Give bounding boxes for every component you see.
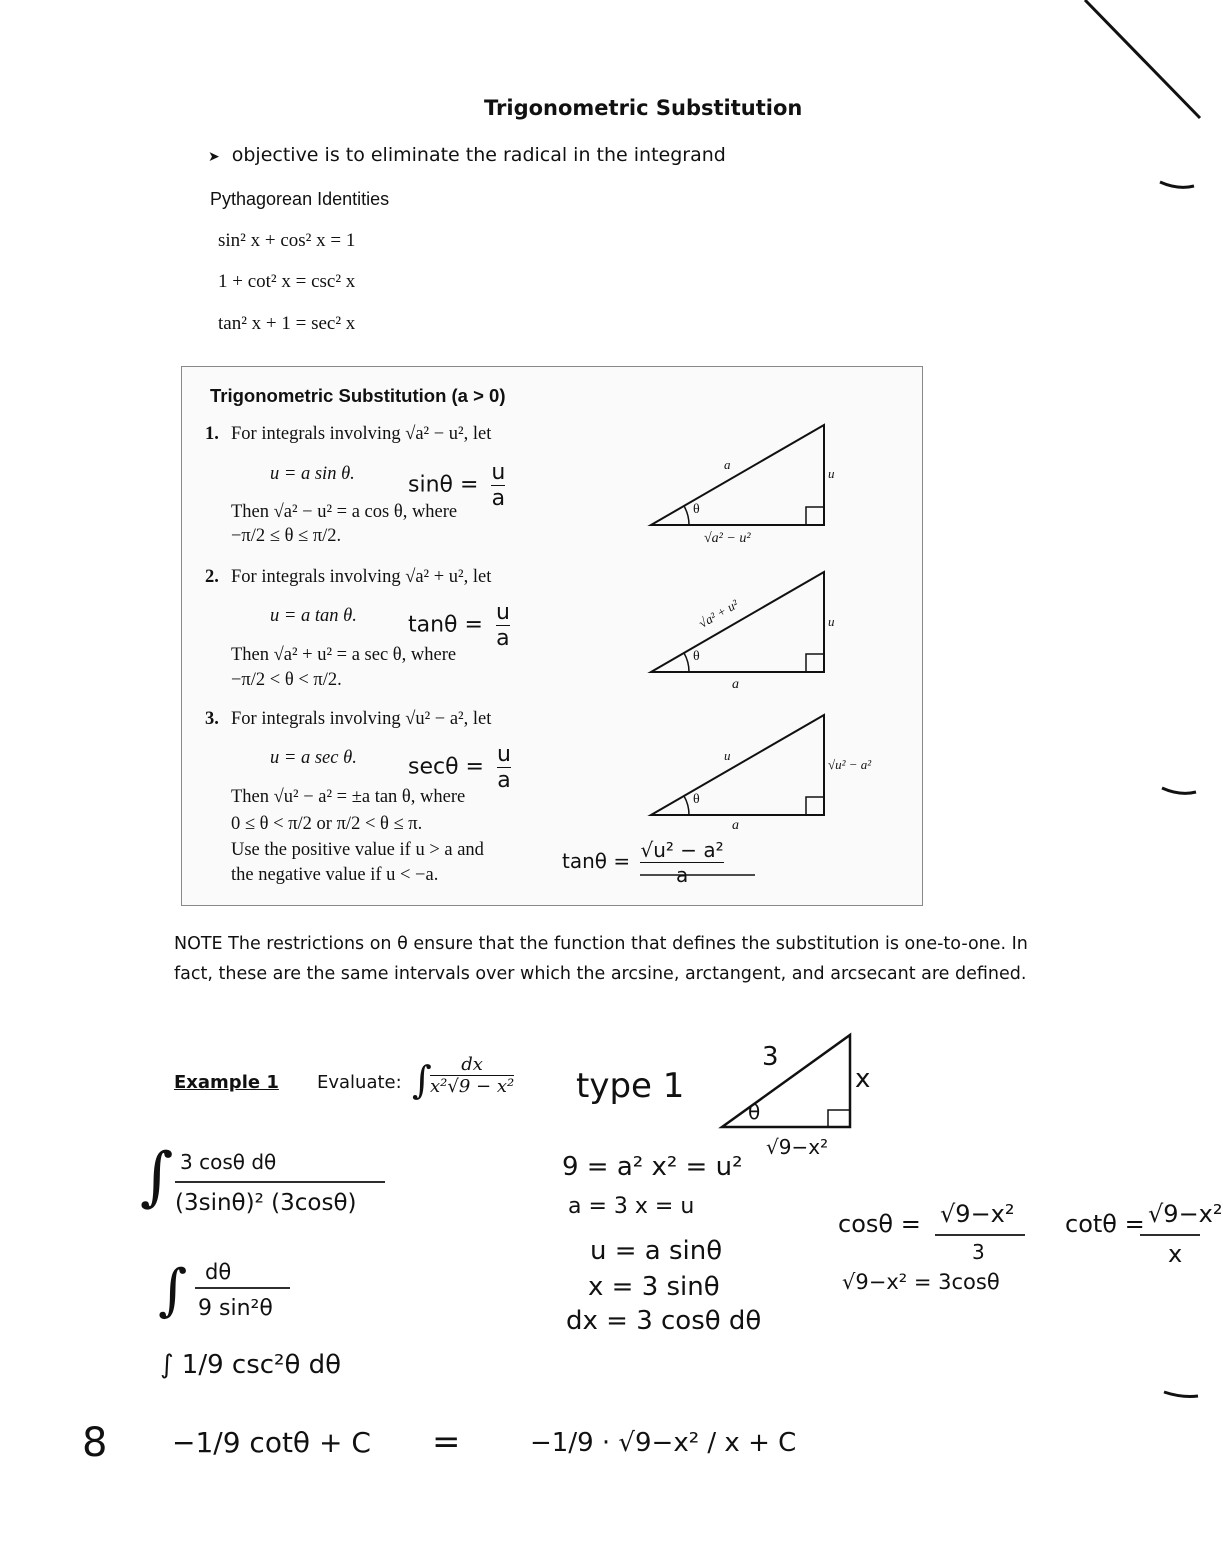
hand-type-1: type 1 (576, 1066, 685, 1106)
tri2-base: a (732, 677, 739, 692)
tri3-vert: √u² − a² (828, 757, 872, 772)
case-2-sub: u = a tan θ. (270, 606, 357, 626)
hand-cot-num: √9−x² (1148, 1200, 1223, 1228)
hand-final: −1/9 · √9−x² / x + C (530, 1428, 797, 1458)
example-label: Example 1 (174, 1072, 279, 1093)
case-3-extra-1: Use the positive value if u > a and (231, 840, 484, 860)
tri1-vert: u (828, 466, 835, 481)
case-2-then: Then √a² + u² = a sec θ, where (231, 645, 457, 665)
box-heading: Trigonometric Substitution (a > 0) (210, 385, 506, 406)
case-3-sub: u = a sec θ. (270, 748, 357, 768)
hand-step4: −1/9 cotθ + C (172, 1426, 371, 1459)
triangle-3-angle-arc (684, 796, 689, 815)
hand-equals: = (432, 1422, 461, 1462)
case-3-hand-tan-num: √u² − a² (640, 838, 724, 862)
tri2-hyp: √a² + u² (695, 596, 741, 631)
tri3-angle: θ (693, 792, 700, 807)
tri3-hyp: u (724, 748, 731, 763)
case-3-hand-tan-lhs: tanθ = (562, 849, 631, 873)
triangle-2-angle-arc (684, 653, 689, 672)
case-3-range: 0 ≤ θ < π/2 or π/2 < θ ≤ π. (231, 814, 423, 834)
tri1-angle: θ (693, 502, 700, 517)
tri2-vert: u (828, 614, 835, 629)
case-3-hand-den: a (497, 768, 511, 793)
hand-right-3: u = a sinθ (590, 1236, 723, 1266)
evaluate-label: Evaluate: (317, 1072, 402, 1093)
note-line-1: NOTE The restrictions on θ ensure that the function that defines the substitution is one-to-one. In (174, 934, 1028, 954)
hand-right-5: dx = 3 cosθ dθ (566, 1306, 762, 1336)
triangle-3-right-angle (806, 797, 824, 815)
case-2-hand-lhs: tanθ = (408, 612, 483, 638)
tri3-base: a (732, 818, 739, 833)
tri2-angle: θ (693, 649, 700, 664)
hand-step2-den: 9 sin²θ (198, 1296, 273, 1321)
example-integrand (430, 1054, 514, 1097)
case-1-range: −π/2 ≤ θ ≤ π/2. (231, 526, 342, 546)
hand-int-2: ∫ (158, 1258, 188, 1323)
ex-tri-hyp: 3 (762, 1042, 779, 1072)
case-1-hand-num: u (491, 460, 506, 485)
case-1-intro: For integrals involving √a² − u², let (231, 424, 492, 444)
case-3-number: 3. (205, 709, 219, 729)
case-1-hand-den: a (491, 486, 506, 511)
scan-mark-2 (1162, 788, 1196, 793)
scan-mark-1 (1160, 182, 1194, 187)
triangle-2 (651, 572, 824, 672)
hand-right-4: x = 3 sinθ (588, 1272, 720, 1302)
case-2-hand-num: u (495, 600, 510, 625)
triangle-1-right-angle (806, 507, 824, 525)
case-2-range: −π/2 < θ < π/2. (231, 670, 342, 690)
case-2-hand-den: a (496, 626, 510, 651)
case-3-then: Then √u² − a² = ±a tan θ, where (231, 787, 466, 807)
hand-cos-lhs: cosθ = (838, 1210, 921, 1238)
hand-cos-num: √9−x² (940, 1200, 1015, 1228)
bullet-arrow-icon: ➤ (208, 149, 220, 165)
hand-step1-den: (3sinθ)² (3cosθ) (175, 1190, 357, 1216)
example-triangle-right-angle (828, 1110, 850, 1127)
ex-tri-base: √9−x² (766, 1135, 829, 1159)
case-2-intro: For integrals involving √a² + u², let (231, 567, 492, 587)
case-3-extra-2: the negative value if u < −a. (231, 865, 439, 885)
case-3-intro: For integrals involving √u² − a², let (231, 709, 492, 729)
hand-int-1: ∫ (140, 1140, 174, 1214)
case-3-hand-num: u (496, 742, 511, 767)
case-3-hand-lhs: secθ = (408, 754, 484, 780)
hand-right-2: a = 3 x = u (568, 1194, 695, 1219)
hand-score-8: 8 (82, 1420, 108, 1466)
case-2-number: 2. (205, 567, 219, 587)
hand-step1-num: 3 cosθ dθ (180, 1150, 277, 1174)
identity-2: 1 + cot² x = csc² x (218, 271, 356, 292)
example-triangle (722, 1035, 850, 1127)
ex-tri-angle: θ (748, 1100, 761, 1124)
triangle-2-right-angle (806, 654, 824, 672)
triangle-1-angle-arc (684, 506, 689, 525)
hand-step3: ∫ 1/9 csc²θ dθ (160, 1350, 342, 1380)
triangle-1 (651, 425, 824, 525)
tri1-hyp: a (724, 457, 731, 472)
case-1-then: Then √a² − u² = a cos θ, where (231, 502, 458, 522)
hand-cos-den: 3 (972, 1240, 985, 1264)
identity-1: sin² x + cos² x = 1 (218, 230, 356, 251)
scan-corner-line (1085, 0, 1200, 118)
hand-cot-lhs: cotθ = (1065, 1210, 1145, 1238)
tri1-base: √a² − u² (704, 531, 751, 546)
case-1-sub: u = a sin θ. (270, 464, 355, 484)
objective-text: objective is to eliminate the radical in the integrand (231, 144, 726, 166)
hand-right-1: 9 = a² x² = u² (562, 1152, 743, 1182)
scan-mark-3 (1164, 1392, 1198, 1397)
hand-cot-den: x (1168, 1240, 1183, 1268)
triangle-3 (651, 715, 824, 815)
identity-3: tan² x + 1 = sec² x (218, 313, 356, 334)
hand-cos-line2: √9−x² = 3cosθ (842, 1270, 1000, 1294)
ex-tri-vert: x (855, 1064, 871, 1094)
page-title: Trigonometric Substitution (484, 96, 803, 120)
example-integrand-num: dx (461, 1054, 483, 1075)
case-1-hand-lhs: sinθ = (408, 472, 479, 498)
example-integral-sign: ∫ (412, 1058, 432, 1102)
hand-step2-num: dθ (205, 1260, 232, 1284)
example-integrand-den: x²√9 − x² (430, 1076, 515, 1097)
case-3-hand-tan-den: a (640, 862, 723, 887)
identities-heading: Pythagorean Identities (210, 189, 390, 209)
note-line-2: fact, these are the same intervals over which the arcsine, arctangent, and arcsecant are defined. (174, 964, 1027, 984)
case-1-number: 1. (205, 424, 219, 444)
